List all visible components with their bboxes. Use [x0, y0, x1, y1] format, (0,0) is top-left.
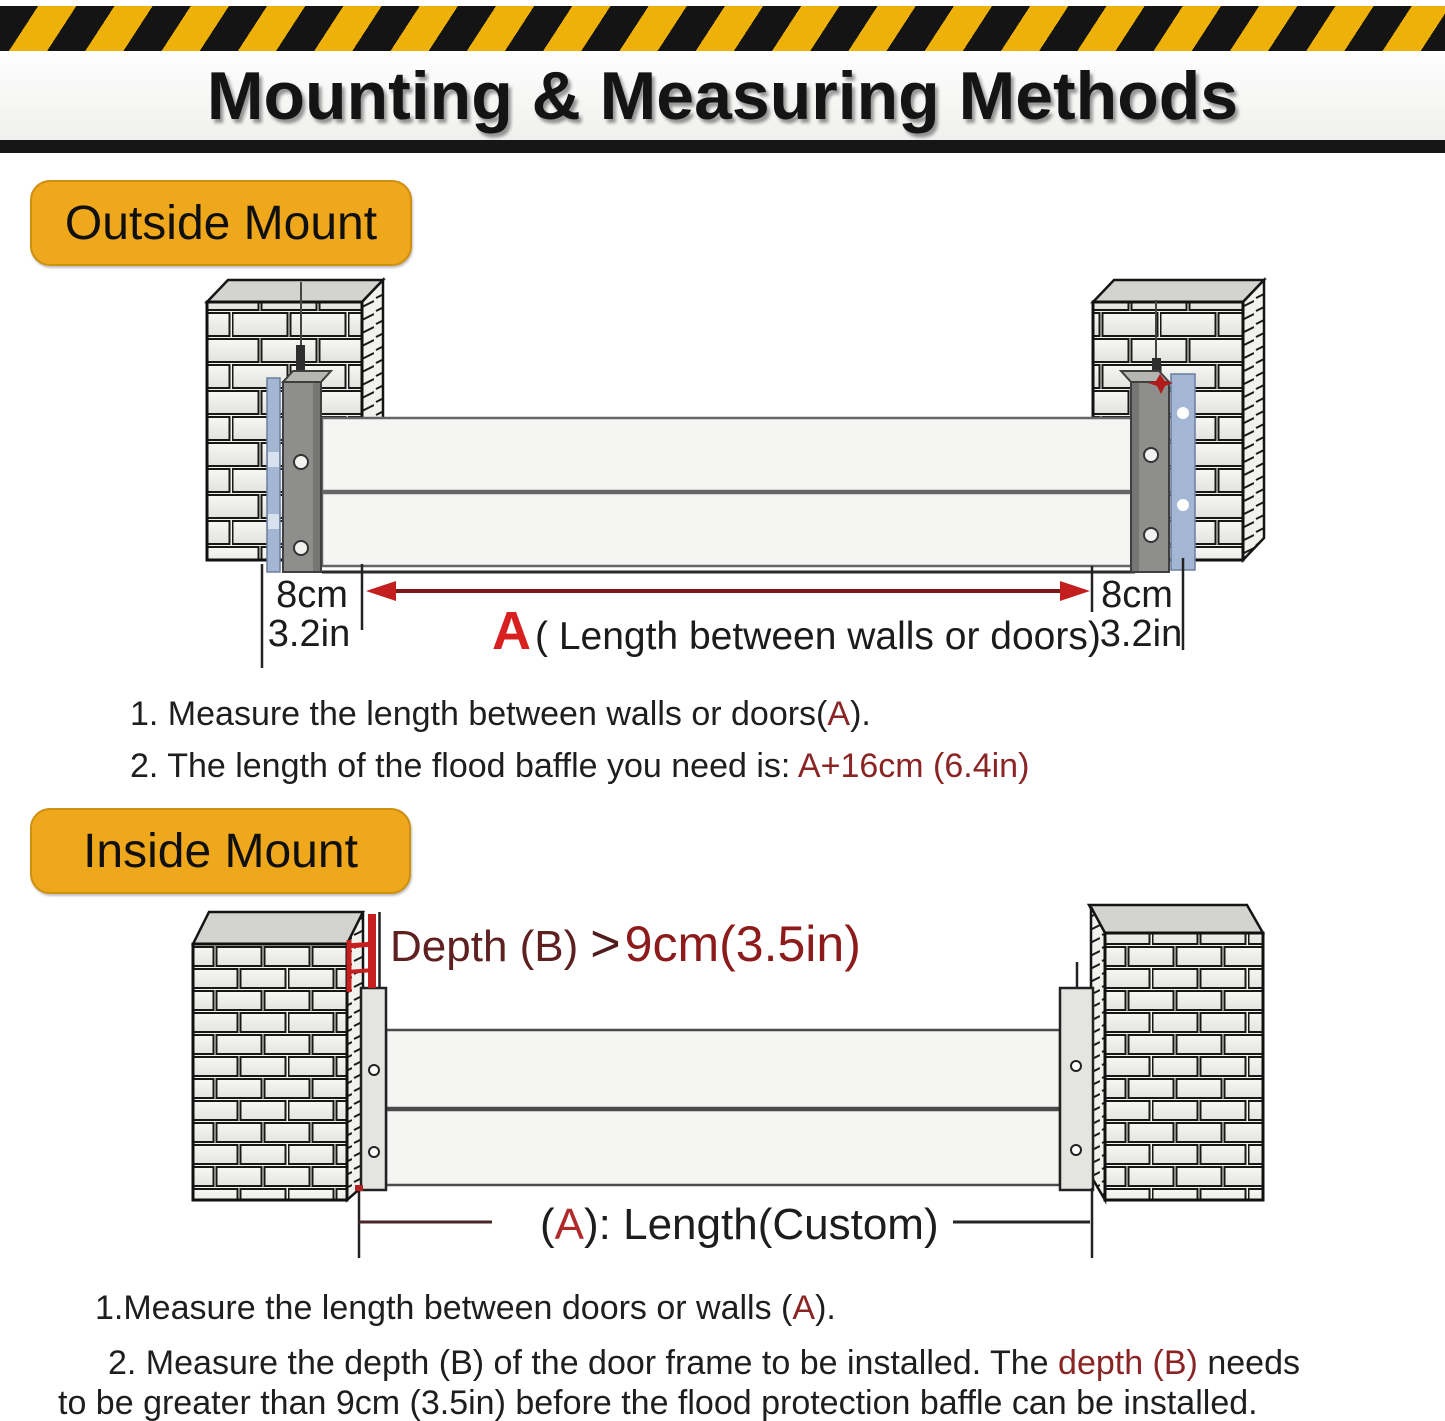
seal-strip-mark: [268, 514, 279, 529]
depth-value: 9cm(3.5in): [624, 916, 861, 972]
outside-mount-badge-label: Outside Mount: [64, 196, 378, 250]
greater-than-sign: >: [590, 915, 621, 973]
outside-step-1: [130, 695, 871, 734]
inside-mount-badge: [30, 808, 411, 894]
pillar-front-face: [193, 944, 347, 1200]
screw-hole: [294, 541, 308, 555]
screw-hole: [369, 1147, 379, 1157]
bracket-body: [361, 988, 386, 1190]
barrier-panel-bottom: [386, 1110, 1060, 1185]
mount-bracket-left: [267, 371, 331, 572]
arrow-head-right: [1060, 581, 1090, 601]
screw-hole: [294, 455, 308, 469]
brick-pillar-right: [1089, 905, 1263, 1200]
red-tick-mark: [355, 1185, 363, 1191]
outside-mount-badge: [30, 180, 412, 266]
outside-step-2-red: A+16cm (6.4in): [797, 747, 1030, 785]
barrier-panel-top: [322, 418, 1135, 491]
length-paren-open: (: [540, 1200, 555, 1249]
inside-step-1-red: A: [792, 1289, 816, 1327]
pillar-front-face: [1105, 933, 1263, 1200]
diagram-outside-mount: [0, 270, 1445, 690]
label-3-2in-right: 3.2in: [1099, 613, 1183, 655]
title-band: [0, 52, 1445, 140]
dimension-arrow: [366, 581, 1090, 601]
bracket-body: [1060, 988, 1093, 1190]
bracket-shade: [1132, 383, 1139, 571]
length-a-text: ( Length between walls or doors): [535, 615, 1101, 658]
seal-strip-mark: [268, 452, 279, 467]
inside-mount-badge-label: Inside Mount: [83, 824, 358, 878]
screw-hole: [1144, 448, 1158, 462]
seal-strip-dot: [1177, 499, 1189, 511]
seal-strip: [1171, 374, 1195, 570]
screw-hole: [369, 1065, 379, 1075]
outside-step-2-text: 2. The length of the flood baffle you need is:: [130, 747, 798, 785]
label-8cm-right: 8cm: [1101, 574, 1173, 616]
length-a-letter: A: [492, 601, 531, 661]
screw-hole: [1071, 1145, 1081, 1155]
header-divider-bar: [0, 140, 1445, 153]
length-custom-label: [540, 1200, 939, 1249]
inside-step-2-red: depth (B): [1058, 1344, 1198, 1382]
length-a-label: [492, 601, 1101, 661]
inside-step-1-end: ).: [815, 1289, 836, 1327]
bracket-shade: [313, 383, 320, 571]
outside-step-1-end: ).: [850, 695, 871, 733]
mount-bracket-right: [1121, 371, 1195, 572]
bracket-top-bevel: [283, 371, 331, 382]
inside-step-2-line2-text: to be greater than 9cm (3.5in) before the flood protection baffle can be installed.: [58, 1384, 1258, 1421]
depth-label-text: Depth (B): [390, 922, 579, 971]
depth-indicator-rung: [347, 944, 374, 946]
screw-hole: [1144, 528, 1158, 542]
flood-barrier: [322, 418, 1135, 572]
inside-step-1: [95, 1289, 836, 1328]
page-title: Mounting & Measuring Methods: [206, 58, 1239, 134]
mount-bracket-right: [1060, 962, 1093, 1190]
length-label-text: ): Length(Custom): [584, 1200, 939, 1249]
pillar-top-face: [1089, 905, 1263, 933]
inside-step-1-text: 1.Measure the length between doors or walls (: [95, 1289, 793, 1327]
flood-barrier: [386, 1030, 1060, 1185]
label-8cm-left: 8cm: [276, 574, 348, 616]
outside-step-1-red: A: [827, 695, 851, 733]
seal-strip: [267, 378, 280, 572]
outside-step-1-text: 1. Measure the length between walls or doors(: [130, 695, 828, 733]
length-a-letter: A: [554, 1200, 585, 1249]
outside-step-2: [130, 747, 1029, 786]
arrow-head-left: [366, 581, 396, 601]
diagram-inside-mount: [0, 890, 1445, 1290]
seal-strip-dot: [1177, 407, 1189, 419]
inside-step-2-text: 2. Measure the depth (B) of the door frame to be installed. The: [108, 1344, 1059, 1382]
barrier-panel-bottom: [322, 493, 1135, 566]
inside-step-2: [108, 1344, 1300, 1383]
pillar-top-face: [207, 280, 383, 302]
label-3-2in-left: 3.2in: [267, 613, 351, 655]
pillar-top-face: [1093, 280, 1264, 302]
pillar-side-face: [1243, 280, 1264, 560]
barrier-panel-top: [386, 1030, 1060, 1108]
inside-step-2-line2: [58, 1384, 1258, 1421]
brick-pillar-left: [193, 912, 363, 1200]
screw-hole: [1071, 1061, 1081, 1071]
pillar-top-face: [193, 912, 363, 944]
depth-label: [390, 915, 861, 973]
caution-stripes: [0, 6, 1445, 51]
depth-indicator-rung: [347, 970, 374, 972]
inside-step-2-end: needs: [1197, 1344, 1300, 1382]
